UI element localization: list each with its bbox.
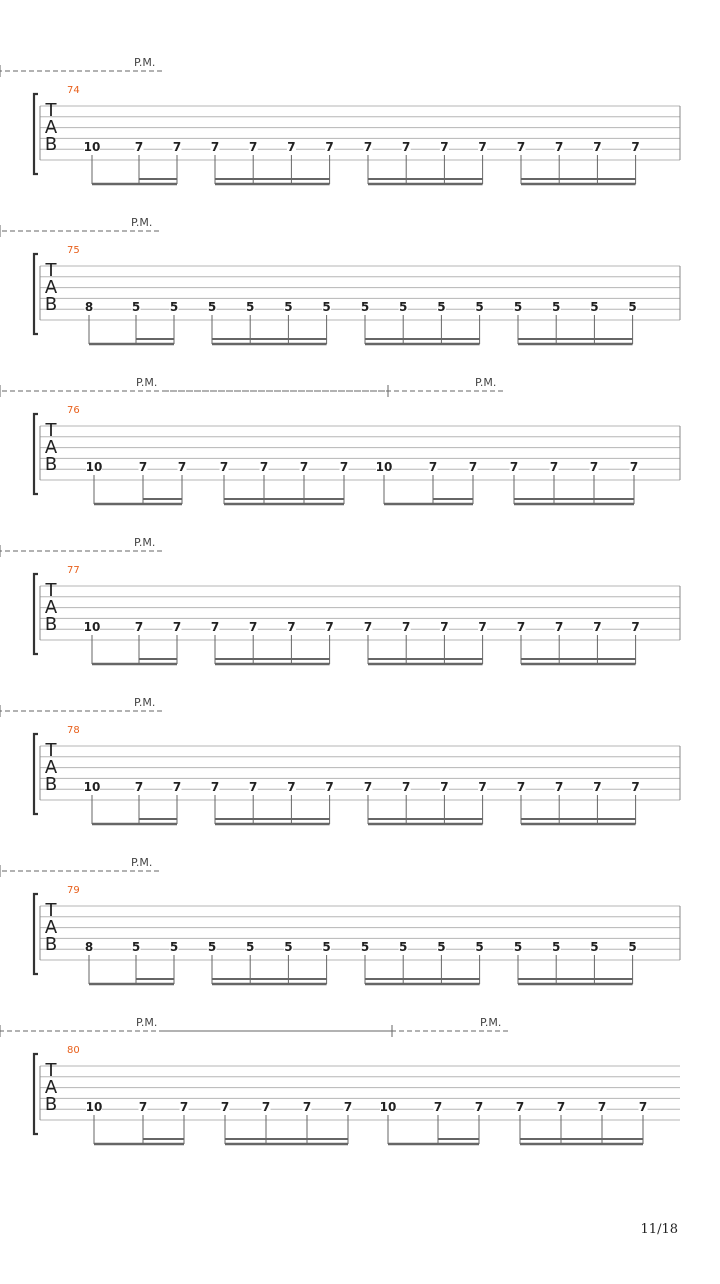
fret-number: 7	[478, 140, 487, 154]
fret-number: 7	[515, 1100, 525, 1114]
fret-number: 10	[379, 1100, 397, 1114]
fret-number: 5	[590, 940, 599, 954]
fret-number: 7	[402, 780, 411, 794]
fret-number: 10	[83, 140, 101, 154]
fret-number: 7	[210, 780, 220, 794]
fret-number: 7	[629, 460, 639, 474]
fret-number: 7	[549, 460, 559, 474]
measure-number: 78	[67, 725, 80, 736]
palm-mute-label: P.M.	[136, 376, 158, 389]
fret-number: 10	[375, 460, 393, 474]
tab-clef-letter-t: T	[45, 580, 57, 601]
tab-clef-letter-t: T	[45, 420, 57, 441]
fret-number: 7	[638, 1100, 648, 1114]
fret-number: 5	[552, 300, 561, 314]
tab-clef-letter-a: A	[44, 437, 58, 458]
fret-number: 7	[631, 620, 640, 634]
system-bracket	[34, 414, 38, 494]
fret-number: 7	[177, 460, 187, 474]
fret-number: 7	[138, 460, 148, 474]
fret-number: 5	[513, 300, 523, 314]
fret-number: 10	[83, 780, 101, 794]
fret-number: 7	[516, 780, 526, 794]
palm-mute-label: P.M.	[134, 696, 156, 709]
fret-number: 7	[516, 620, 526, 634]
fret-number: 7	[249, 140, 258, 154]
fret-number: 5	[590, 300, 599, 314]
fret-number: 7	[516, 140, 526, 154]
fret-number: 7	[440, 140, 449, 154]
fret-number: 5	[437, 300, 446, 314]
tab-system	[0, 856, 680, 984]
fret-number: 5	[628, 300, 637, 314]
measure-number: 80	[67, 1045, 80, 1056]
fret-number: 7	[555, 620, 564, 634]
fret-number: 7	[593, 620, 602, 634]
fret-number: 7	[593, 140, 602, 154]
tab-clef-letter-a: A	[44, 597, 58, 618]
system-bracket	[34, 734, 38, 814]
fret-number: 7	[325, 140, 334, 154]
fret-number: 7	[299, 460, 309, 474]
fret-number: 5	[169, 940, 179, 954]
fret-number: 7	[363, 620, 373, 634]
fret-number: 5	[322, 300, 331, 314]
fret-number: 7	[363, 780, 373, 794]
fret-number: 7	[287, 780, 296, 794]
palm-mute-label: P.M.	[136, 1016, 158, 1029]
palm-mute-label: P.M.	[134, 536, 156, 549]
fret-number: 7	[597, 1100, 607, 1114]
tab-system	[0, 1016, 680, 1144]
fret-number: 7	[261, 1100, 271, 1114]
fret-number: 7	[631, 780, 640, 794]
palm-mute-label: P.M.	[475, 376, 497, 389]
fret-number: 8	[84, 940, 94, 954]
fret-number: 7	[287, 620, 296, 634]
fret-number: 10	[85, 460, 103, 474]
fret-number: 7	[589, 460, 599, 474]
fret-number: 5	[360, 940, 370, 954]
fret-number: 5	[131, 300, 141, 314]
tab-clef-letter-b: B	[44, 134, 58, 155]
fret-number: 7	[555, 140, 564, 154]
fret-number: 5	[131, 940, 141, 954]
fret-number: 5	[552, 940, 561, 954]
fret-number: 7	[134, 780, 144, 794]
tab-clef-letter-t: T	[45, 900, 57, 921]
fret-number: 10	[83, 620, 101, 634]
system-bracket	[34, 894, 38, 974]
fret-number: 7	[478, 780, 487, 794]
fret-number: 5	[169, 300, 179, 314]
fret-number: 7	[325, 620, 334, 634]
fret-number: 7	[179, 1100, 189, 1114]
fret-number: 7	[402, 620, 411, 634]
fret-number: 5	[399, 300, 408, 314]
system-bracket	[34, 94, 38, 174]
fret-number: 7	[210, 620, 220, 634]
fret-number: 7	[631, 140, 640, 154]
palm-mute-label: P.M.	[134, 56, 156, 69]
fret-number: 7	[555, 780, 564, 794]
tab-clef-letter-b: B	[44, 294, 58, 315]
system-bracket	[34, 1054, 38, 1134]
palm-mute-label: P.M.	[480, 1016, 502, 1029]
tab-clef-letter-b: B	[44, 774, 58, 795]
fret-number: 7	[287, 140, 296, 154]
tab-clef-letter-b: B	[44, 1094, 58, 1115]
system-bracket	[34, 574, 38, 654]
fret-number: 5	[399, 940, 408, 954]
fret-number: 7	[172, 780, 182, 794]
fret-number: 5	[475, 940, 484, 954]
fret-number: 7	[325, 780, 334, 794]
fret-number: 5	[437, 940, 446, 954]
tab-system	[0, 56, 680, 184]
tab-clef-letter-t: T	[45, 260, 57, 281]
fret-number: 7	[478, 620, 487, 634]
tab-clef-letter-t: T	[45, 1060, 57, 1081]
tab-clef-letter-a: A	[44, 917, 58, 938]
fret-number: 7	[172, 620, 182, 634]
fret-number: 7	[249, 780, 258, 794]
system-bracket	[34, 254, 38, 334]
fret-number: 7	[172, 140, 182, 154]
fret-number: 5	[322, 940, 331, 954]
palm-mute-label: P.M.	[131, 856, 153, 869]
fret-number: 7	[433, 1100, 443, 1114]
measure-number: 77	[67, 565, 80, 576]
fret-number: 7	[259, 460, 269, 474]
fret-number: 7	[593, 780, 602, 794]
tab-clef-letter-b: B	[44, 614, 58, 635]
fret-number: 7	[210, 140, 220, 154]
fret-number: 5	[207, 300, 217, 314]
tab-system	[0, 216, 680, 344]
fret-number: 7	[468, 460, 478, 474]
fret-number: 5	[475, 300, 484, 314]
page-number: 11/18	[640, 1222, 678, 1237]
tab-clef-letter-t: T	[45, 740, 57, 761]
tab-clef-letter-a: A	[44, 277, 58, 298]
fret-number: 7	[220, 1100, 230, 1114]
fret-number: 5	[284, 300, 293, 314]
fret-number: 7	[440, 780, 449, 794]
fret-number: 7	[302, 1100, 312, 1114]
fret-number: 7	[134, 620, 144, 634]
fret-number: 8	[84, 300, 94, 314]
fret-number: 7	[219, 460, 229, 474]
tab-clef-letter-t: T	[45, 100, 57, 121]
tab-clef-letter-a: A	[44, 1077, 58, 1098]
tab-clef-letter-b: B	[44, 454, 58, 475]
measure-number: 76	[67, 405, 80, 416]
fret-number: 5	[284, 940, 293, 954]
fret-number: 7	[556, 1100, 566, 1114]
fret-number: 7	[363, 140, 373, 154]
fret-number: 7	[402, 140, 411, 154]
fret-number: 7	[134, 140, 144, 154]
fret-number: 7	[509, 460, 519, 474]
fret-number: 7	[474, 1100, 484, 1114]
palm-mute-label: P.M.	[131, 216, 153, 229]
fret-number: 7	[343, 1100, 353, 1114]
fret-number: 7	[428, 460, 438, 474]
tab-clef-letter-a: A	[44, 117, 58, 138]
fret-number: 5	[628, 940, 637, 954]
measure-number: 75	[67, 245, 80, 256]
fret-number: 5	[207, 940, 217, 954]
fret-number: 5	[360, 300, 370, 314]
tab-clef-letter-a: A	[44, 757, 58, 778]
fret-number: 5	[246, 940, 255, 954]
tab-system	[0, 696, 680, 824]
tab-system	[0, 376, 680, 504]
measure-number: 74	[67, 85, 80, 96]
fret-number: 5	[513, 940, 523, 954]
fret-number: 7	[440, 620, 449, 634]
fret-number: 10	[85, 1100, 103, 1114]
tab-system	[0, 536, 680, 664]
fret-number: 5	[246, 300, 255, 314]
fret-number: 7	[138, 1100, 148, 1114]
fret-number: 7	[249, 620, 258, 634]
measure-number: 79	[67, 885, 80, 896]
tab-clef-letter-b: B	[44, 934, 58, 955]
fret-number: 7	[339, 460, 349, 474]
